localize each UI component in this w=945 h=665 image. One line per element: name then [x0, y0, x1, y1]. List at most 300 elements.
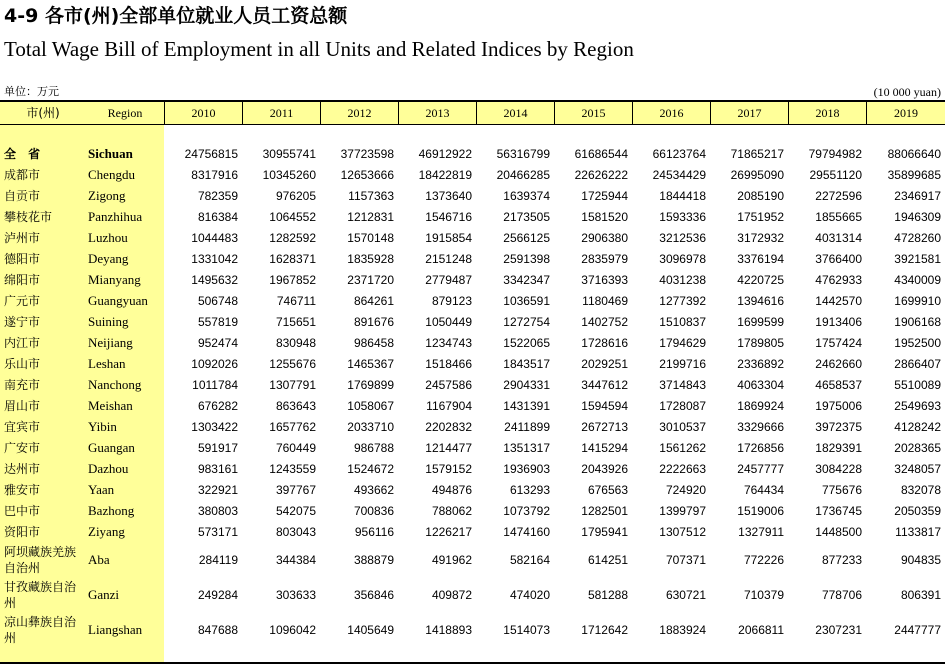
wage-value-cell: 2672713 [581, 419, 628, 434]
wage-value-cell: 61686544 [574, 146, 628, 161]
wage-value-cell: 249284 [197, 587, 238, 602]
wage-value-cell: 1073792 [503, 503, 550, 518]
wage-value-cell: 1272754 [503, 314, 550, 329]
row-region-name: Zigong [88, 187, 126, 203]
wage-value-cell: 1243559 [269, 461, 316, 476]
row-city-name: 德阳市 [4, 251, 41, 266]
wage-value-cell: 79794982 [808, 146, 862, 161]
row-city-name: 泸州市 [4, 230, 41, 245]
wage-value-cell: 24756815 [184, 146, 238, 161]
wage-value-cell: 1524672 [347, 461, 394, 476]
wage-value-cell: 2050359 [894, 503, 941, 518]
page-title-chinese: 4-9 各市(州)全部单位就业人员工资总额 [4, 5, 348, 27]
wage-value-cell: 322921 [197, 482, 238, 497]
page-title-english: Total Wage Bill of Employment in all Units and Related Indices by Region [4, 37, 634, 61]
wage-value-cell: 4728260 [894, 230, 941, 245]
wage-value-cell: 2866407 [894, 356, 941, 371]
table-row [0, 227, 945, 248]
wage-value-cell: 2371720 [347, 272, 394, 287]
wage-value-cell: 1936903 [503, 461, 550, 476]
wage-value-cell: 1967852 [269, 272, 316, 287]
wage-value-cell: 1448500 [815, 524, 862, 539]
wage-value-cell: 591917 [197, 440, 238, 455]
wage-value-cell: 2779487 [425, 272, 472, 287]
wage-value-cell: 1465367 [347, 356, 394, 371]
wage-value-cell: 1214477 [425, 440, 472, 455]
wage-value-cell: 2591398 [503, 251, 550, 266]
wage-value-cell: 3342347 [503, 272, 550, 287]
wage-value-cell: 3921581 [894, 251, 941, 266]
wage-value-cell: 5510089 [894, 377, 941, 392]
row-city-name: 内江市 [4, 335, 41, 350]
wage-value-cell: 952474 [197, 335, 238, 350]
wage-value-cell: 2199716 [659, 356, 706, 371]
wage-value-cell: 388879 [353, 552, 394, 567]
wage-value-cell: 37723598 [340, 146, 394, 161]
wage-value-cell: 88066640 [887, 146, 941, 161]
row-region-name: Ganzi [88, 586, 120, 602]
wage-value-cell: 356846 [353, 587, 394, 602]
row-region-name: Sichuan [88, 145, 133, 161]
table-body [0, 143, 945, 647]
wage-value-cell: 775676 [821, 482, 862, 497]
wage-value-cell: 1829391 [815, 440, 862, 455]
wage-value-cell: 676282 [197, 398, 238, 413]
wage-value-cell: 506748 [197, 293, 238, 308]
wage-value-cell: 1946309 [894, 209, 941, 224]
wage-value-cell: 409872 [431, 587, 472, 602]
header-year: 2019 [866, 102, 945, 124]
wage-value-cell: 1096042 [269, 622, 316, 637]
wage-value-cell: 4762933 [815, 272, 862, 287]
table-row [0, 143, 945, 164]
wage-value-cell: 1736745 [815, 503, 862, 518]
wage-value-cell: 1725944 [581, 188, 628, 203]
wage-value-cell: 1418893 [425, 622, 472, 637]
wage-value-cell: 3329666 [737, 419, 784, 434]
wage-value-cell: 956116 [354, 524, 394, 539]
wage-value-cell: 2566125 [503, 230, 550, 245]
wage-value-cell: 788062 [431, 503, 472, 518]
wage-value-cell: 904835 [900, 552, 941, 567]
row-city-name: 全 省 [4, 146, 45, 161]
table-row [0, 332, 945, 353]
wage-value-cell: 1327911 [738, 524, 784, 539]
wage-value-cell: 1495632 [191, 272, 238, 287]
header-year: 2015 [554, 102, 632, 124]
wage-value-cell: 1394616 [737, 293, 784, 308]
wage-value-cell: 581288 [587, 587, 628, 602]
row-city-name: 宜宾市 [4, 419, 41, 434]
header-year: 2010 [164, 102, 242, 124]
wage-value-cell: 1751952 [737, 209, 784, 224]
wage-value-cell: 710379 [743, 587, 784, 602]
wage-value-cell: 1844418 [659, 188, 706, 203]
wage-value-cell: 4031314 [815, 230, 862, 245]
wage-value-cell: 2411899 [504, 419, 550, 434]
wage-value-cell: 474020 [509, 587, 550, 602]
wage-value-cell: 3084228 [815, 461, 862, 476]
row-region-name: Leshan [88, 355, 126, 371]
wage-value-cell: 1712642 [581, 622, 628, 637]
table-header-row [0, 102, 945, 124]
wage-value-cell: 1594594 [581, 398, 628, 413]
wage-value-cell: 20466285 [496, 167, 550, 182]
wage-value-cell: 983161 [197, 461, 238, 476]
wage-value-cell: 1639374 [503, 188, 550, 203]
table-row [0, 311, 945, 332]
wage-value-cell: 3447612 [581, 377, 628, 392]
wage-value-cell: 782359 [197, 188, 238, 203]
wage-value-cell: 1442570 [815, 293, 862, 308]
table-row [0, 395, 945, 416]
wage-value-cell: 2835979 [581, 251, 628, 266]
wage-value-cell: 746711 [276, 293, 316, 308]
row-city-name: 广元市 [4, 293, 41, 308]
wage-value-cell: 1133817 [895, 524, 941, 539]
header-year: 2012 [320, 102, 398, 124]
wage-value-cell: 46912922 [418, 146, 472, 161]
wage-value-cell: 1474160 [503, 524, 550, 539]
wage-value-cell: 1883924 [659, 622, 706, 637]
wage-value-cell: 4340009 [894, 272, 941, 287]
table-row [0, 500, 945, 521]
header-year: 2013 [398, 102, 476, 124]
wage-value-cell: 847688 [197, 622, 238, 637]
wage-value-cell: 772226 [743, 552, 784, 567]
wage-value-cell: 1657762 [269, 419, 316, 434]
wage-value-cell: 806391 [900, 587, 941, 602]
wage-value-cell: 2222663 [659, 461, 706, 476]
wage-value-cell: 3376194 [737, 251, 784, 266]
wage-value-cell: 24534429 [652, 167, 706, 182]
row-city-name: 乐山市 [4, 356, 41, 371]
header-bottom-rule [0, 124, 945, 125]
wage-value-cell: 1255676 [269, 356, 316, 371]
wage-value-cell: 71865217 [730, 146, 784, 161]
row-city-name: 自贡市 [4, 188, 41, 203]
wage-value-cell: 1510837 [659, 314, 706, 329]
wage-value-cell: 397767 [275, 482, 316, 497]
header-year: 2014 [476, 102, 554, 124]
wage-value-cell: 1570148 [347, 230, 394, 245]
wage-value-cell: 3172932 [737, 230, 784, 245]
wage-value-cell: 2085190 [737, 188, 784, 203]
wage-value-cell: 1579152 [425, 461, 472, 476]
wage-value-cell: 864261 [353, 293, 394, 308]
wage-value-cell: 26995090 [730, 167, 784, 182]
wage-value-cell: 491962 [431, 552, 472, 567]
wage-value-cell: 2029251 [581, 356, 628, 371]
wage-value-cell: 976205 [275, 188, 316, 203]
row-region-name: Yaan [88, 481, 115, 497]
row-city-name: 巴中市 [4, 503, 41, 518]
wage-value-cell: 35899685 [887, 167, 941, 182]
table-row [0, 206, 945, 227]
wage-value-cell: 66123764 [652, 146, 706, 161]
row-city-name: 资阳市 [4, 524, 41, 539]
row-region-name: Yibin [88, 418, 117, 434]
row-region-name: Luzhou [88, 229, 128, 245]
row-city-name: 广安市 [4, 440, 41, 455]
wage-value-cell: 830948 [275, 335, 316, 350]
wage-value-cell: 724920 [665, 482, 706, 497]
table-row [0, 353, 945, 374]
wage-value-cell: 380803 [197, 503, 238, 518]
header-region: Region [86, 102, 164, 124]
wage-value-cell: 2447777 [894, 622, 941, 637]
row-city-name: 阿坝藏族羌族自治州 [4, 544, 77, 575]
header-year: 2017 [710, 102, 788, 124]
wage-value-cell: 2346917 [894, 188, 941, 203]
wage-value-cell: 1431391 [503, 398, 550, 413]
wage-value-cell: 1212831 [347, 209, 394, 224]
row-city-name: 遂宁市 [4, 314, 41, 329]
wage-value-cell: 613293 [509, 482, 550, 497]
wage-value-cell: 630721 [665, 587, 706, 602]
wage-value-cell: 2043926 [581, 461, 628, 476]
row-region-name: Guangan [88, 439, 135, 455]
wage-value-cell: 3212536 [659, 230, 706, 245]
wage-value-cell: 715651 [275, 314, 316, 329]
wage-value-cell: 1307791 [269, 377, 316, 392]
wage-value-cell: 1795941 [581, 524, 628, 539]
wage-value-cell: 1373640 [425, 188, 472, 203]
table-row [0, 479, 945, 500]
wage-value-cell: 614251 [587, 552, 628, 567]
wage-value-cell: 1180469 [582, 293, 628, 308]
wage-value-cell: 1226217 [425, 524, 472, 539]
wage-value-cell: 1157363 [348, 188, 394, 203]
wage-value-cell: 2066811 [738, 622, 784, 637]
row-region-name: Deyang [88, 250, 129, 266]
wage-value-cell: 816384 [197, 209, 238, 224]
wage-value-cell: 1915854 [425, 230, 472, 245]
row-region-name: Guangyuan [88, 292, 148, 308]
wage-value-cell: 1036591 [503, 293, 550, 308]
header-year: 2011 [242, 102, 320, 124]
wage-value-cell: 284119 [198, 552, 238, 567]
wage-value-cell: 1282501 [581, 503, 628, 518]
wage-value-cell: 22626222 [574, 167, 628, 182]
wage-value-cell: 4658537 [815, 377, 862, 392]
wage-value-cell: 1167904 [426, 398, 472, 413]
wage-value-cell: 986458 [353, 335, 394, 350]
row-region-name: Nanchong [88, 376, 142, 392]
table-row [0, 290, 945, 311]
table-row [0, 577, 945, 612]
row-region-name: Bazhong [88, 502, 135, 518]
wage-value-cell: 1044483 [191, 230, 238, 245]
wage-value-cell: 8317916 [191, 167, 238, 182]
header-city: 市(州) [0, 102, 86, 124]
wage-value-cell: 3716393 [581, 272, 628, 287]
wage-value-cell: 764434 [743, 482, 784, 497]
table-bottom-rule [0, 662, 945, 664]
wage-value-cell: 4220725 [737, 272, 784, 287]
wage-value-cell: 1546716 [425, 209, 472, 224]
wage-value-cell: 3972375 [815, 419, 862, 434]
wage-value-cell: 879123 [431, 293, 472, 308]
row-region-name: Meishan [88, 397, 133, 413]
wage-value-cell: 1277392 [659, 293, 706, 308]
table-row [0, 437, 945, 458]
wage-value-cell: 1794629 [659, 335, 706, 350]
row-city-name: 绵阳市 [4, 272, 41, 287]
table-row [0, 185, 945, 206]
row-city-name: 甘孜藏族自治州 [4, 579, 77, 610]
row-city-name: 达州市 [4, 461, 41, 476]
wage-value-cell: 832078 [900, 482, 941, 497]
wage-value-cell: 1593336 [659, 209, 706, 224]
wage-value-cell: 700836 [353, 503, 394, 518]
wage-value-cell: 1769899 [347, 377, 394, 392]
wage-value-cell: 1699910 [894, 293, 941, 308]
wage-value-cell: 1699599 [737, 314, 784, 329]
row-region-name: Dazhou [88, 460, 129, 476]
wage-value-cell: 2336892 [737, 356, 784, 371]
wage-value-cell: 1843517 [503, 356, 550, 371]
header-year: 2018 [788, 102, 866, 124]
wage-value-cell: 1522065 [503, 335, 550, 350]
wage-value-cell: 1011784 [192, 377, 238, 392]
table-row [0, 416, 945, 437]
wage-value-cell: 1282592 [269, 230, 316, 245]
wage-value-cell: 760449 [275, 440, 316, 455]
row-region-name: Panzhihua [88, 208, 143, 224]
wage-value-cell: 1728087 [659, 398, 706, 413]
wage-value-cell: 1234743 [425, 335, 472, 350]
wage-value-cell: 573171 [197, 524, 238, 539]
wage-value-cell: 1307512 [659, 524, 706, 539]
table-row [0, 612, 945, 647]
wage-value-cell: 803043 [275, 524, 316, 539]
wage-value-cell: 1050449 [425, 314, 472, 329]
wage-value-cell: 1975006 [815, 398, 862, 413]
wage-value-cell: 1092026 [191, 356, 238, 371]
row-city-name: 雅安市 [4, 482, 41, 497]
wage-value-cell: 4128242 [894, 419, 941, 434]
row-region-name: Suining [88, 313, 129, 329]
row-city-name: 攀枝花市 [4, 209, 53, 224]
wage-value-cell: 2033710 [347, 419, 394, 434]
wage-value-cell: 582164 [509, 552, 550, 567]
wage-value-cell: 1399797 [659, 503, 706, 518]
wage-value-cell: 542075 [275, 503, 316, 518]
unit-label-english: (10 000 yuan) [873, 85, 941, 99]
wage-value-cell: 2906380 [581, 230, 628, 245]
row-city-name: 南充市 [4, 377, 41, 392]
wage-value-cell: 1628371 [269, 251, 316, 266]
wage-value-cell: 303633 [275, 587, 316, 602]
row-region-name: Neijiang [88, 334, 133, 350]
wage-value-cell: 493662 [353, 482, 394, 497]
wage-value-cell: 707371 [665, 552, 706, 567]
wage-value-cell: 557819 [197, 314, 238, 329]
wage-value-cell: 1757424 [815, 335, 862, 350]
wage-value-cell: 1581520 [581, 209, 628, 224]
wage-value-cell: 1351317 [503, 440, 550, 455]
wage-value-cell: 1906168 [894, 314, 941, 329]
table-row [0, 269, 945, 290]
table-row [0, 458, 945, 479]
wage-value-cell: 1728616 [581, 335, 628, 350]
wage-value-cell: 1952500 [894, 335, 941, 350]
wage-value-cell: 10345260 [262, 167, 316, 182]
row-city-name: 眉山市 [4, 398, 41, 413]
wage-value-cell: 1913406 [815, 314, 862, 329]
wage-value-cell: 1518466 [425, 356, 472, 371]
wage-value-cell: 4031238 [659, 272, 706, 287]
row-city-name: 成都市 [4, 167, 41, 182]
table-row [0, 521, 945, 542]
wage-value-cell: 18422819 [418, 167, 472, 182]
row-region-name: Chengdu [88, 166, 135, 182]
wage-value-cell: 2549693 [894, 398, 941, 413]
wage-value-cell: 1835928 [347, 251, 394, 266]
wage-value-cell: 778706 [821, 587, 862, 602]
wage-value-cell: 2202832 [425, 419, 472, 434]
wage-value-cell: 877233 [821, 552, 862, 567]
wage-value-cell: 494876 [431, 482, 472, 497]
wage-value-cell: 1064552 [269, 209, 316, 224]
wage-value-cell: 1869924 [737, 398, 784, 413]
wage-value-cell: 12653666 [340, 167, 394, 182]
wage-value-cell: 3010537 [659, 419, 706, 434]
wage-value-cell: 3096978 [659, 251, 706, 266]
wage-value-cell: 863643 [275, 398, 316, 413]
table-row [0, 248, 945, 269]
wage-value-cell: 1303422 [191, 419, 238, 434]
wage-value-cell: 56316799 [496, 146, 550, 161]
table-row [0, 374, 945, 395]
wage-value-cell: 676563 [587, 482, 628, 497]
wage-value-cell: 1726856 [737, 440, 784, 455]
wage-value-cell: 986788 [353, 440, 394, 455]
row-city-name: 凉山彝族自治州 [4, 614, 77, 645]
row-region-name: Liangshan [88, 621, 143, 637]
wage-value-cell: 2028365 [894, 440, 941, 455]
table-row [0, 164, 945, 185]
wage-value-cell: 1402752 [581, 314, 628, 329]
table-row [0, 542, 945, 577]
wage-value-cell: 2462660 [815, 356, 862, 371]
wage-value-cell: 30955741 [262, 146, 316, 161]
wage-value-cell: 2457777 [737, 461, 784, 476]
wage-value-cell: 3766400 [815, 251, 862, 266]
unit-label-chinese: 单位：万元 [4, 85, 59, 98]
wage-value-cell: 2151248 [425, 251, 472, 266]
row-region-name: Ziyang [88, 523, 125, 539]
wage-value-cell: 1855665 [815, 209, 862, 224]
wage-value-cell: 2904331 [503, 377, 550, 392]
wage-value-cell: 3714843 [659, 377, 706, 392]
wage-value-cell: 2173505 [503, 209, 550, 224]
row-region-name: Aba [88, 551, 110, 567]
wage-value-cell: 1405649 [347, 622, 394, 637]
wage-value-cell: 1789805 [737, 335, 784, 350]
header-year: 2016 [632, 102, 710, 124]
wage-value-cell: 4063304 [737, 377, 784, 392]
wage-value-cell: 2457586 [425, 377, 472, 392]
wage-value-cell: 1058067 [347, 398, 394, 413]
wage-value-cell: 1519006 [737, 503, 784, 518]
wage-value-cell: 29551120 [809, 167, 862, 182]
wage-value-cell: 3248057 [894, 461, 941, 476]
wage-value-cell: 344384 [275, 552, 316, 567]
wage-value-cell: 2307231 [815, 622, 862, 637]
row-region-name: Mianyang [88, 271, 141, 287]
